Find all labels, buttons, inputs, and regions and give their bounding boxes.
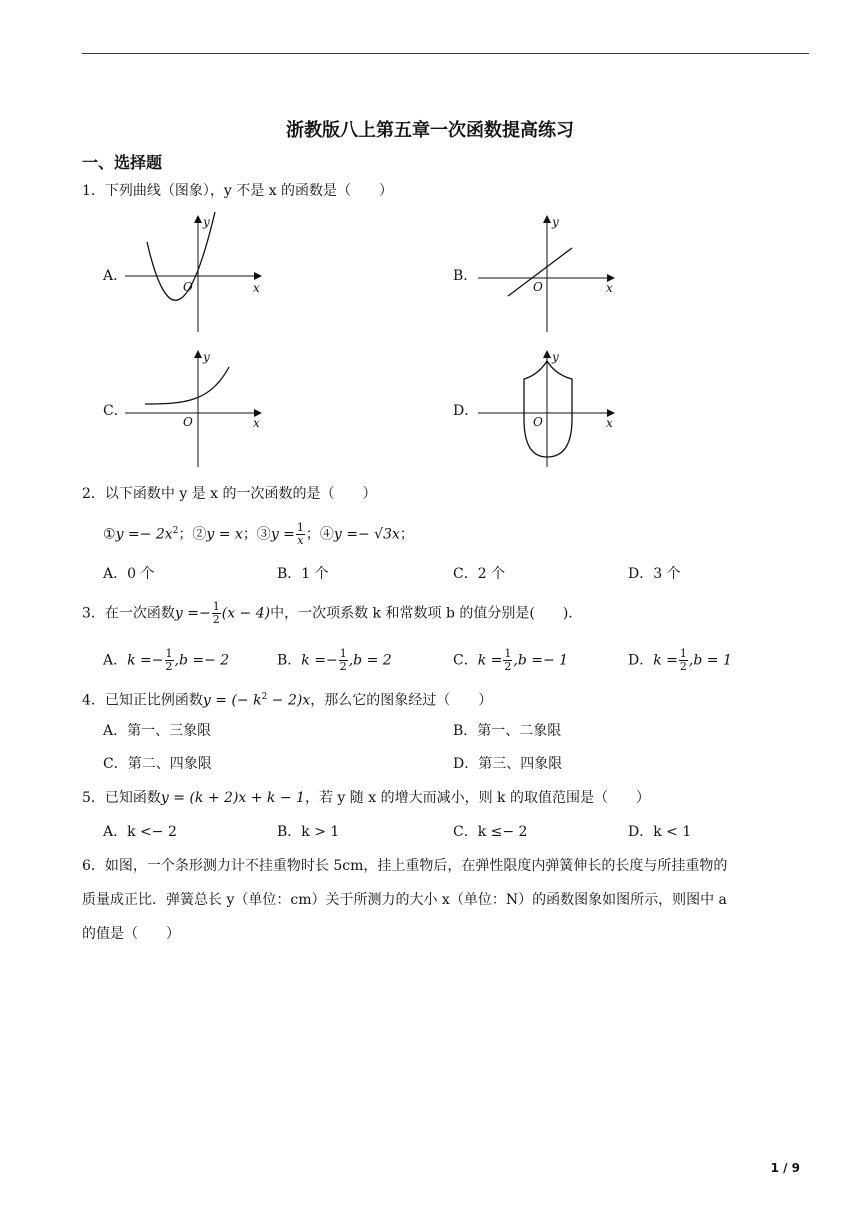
q4-option-b: B．第一、二象限 xyxy=(453,723,562,739)
q3-option-c: C．k = $\frac{1}{2}$ ,b =− 1 xyxy=(453,647,569,673)
expr-1: y =− 2x xyxy=(115,526,173,543)
origin-label: O xyxy=(533,280,543,294)
q1-graph-a xyxy=(125,212,270,336)
q2-option-c: C．2 个 xyxy=(453,566,506,582)
sep-end: ； xyxy=(399,526,414,543)
question-6-line-2: 质量成正比．弹簧总长 y（单位：cm）关于所测力的大小 x（单位：N）的函数图象如图所示，则图中 a xyxy=(82,892,727,908)
expr-3-fraction: $\frac{1}{x}$ xyxy=(296,521,304,548)
exponential-curve xyxy=(145,367,229,404)
shield-shape xyxy=(524,361,572,457)
q4-option-a: A．第一、三象限 xyxy=(103,723,212,739)
q4-option-d: D．第三、四象限 xyxy=(453,756,563,772)
expr-1-exponent: 2 xyxy=(172,526,179,536)
q4-option-c: C．第二、四象限 xyxy=(103,756,212,772)
x-axis-label: x xyxy=(253,416,260,430)
origin-label: O xyxy=(183,415,193,429)
y-axis-label: y xyxy=(203,215,210,229)
circled-1: ① xyxy=(103,526,116,543)
section-heading: 一、选择题 xyxy=(82,153,163,172)
q5-option-b: B．k > 1 xyxy=(277,824,340,840)
q5-option-a: A．k <− 2 xyxy=(103,824,177,840)
q1-graph-c xyxy=(125,347,270,471)
q5-option-d: D．k < 1 xyxy=(628,824,692,840)
question-3-stem: 3．在一次函数y =− $\frac{1}{2}$ (x − 4)中，一次项系数 k 和常数项 b 的值分别是( ). xyxy=(82,600,573,626)
q2-option-d: D．3 个 xyxy=(628,566,681,582)
q1-option-b-label: B． xyxy=(453,268,478,284)
q2-option-b: B．1 个 xyxy=(277,566,329,582)
x-axis-label: x xyxy=(253,281,260,295)
question-2-stem: 2．以下函数中 y 是 x 的一次函数的是（ ） xyxy=(82,486,377,502)
header-rule xyxy=(82,53,809,54)
y-axis-label: y xyxy=(203,350,210,364)
y-axis-label: y xyxy=(552,215,559,229)
question-6-line-3: 的值是（ ） xyxy=(82,926,180,942)
x-axis-label: x xyxy=(606,281,613,295)
x-axis-label: x xyxy=(606,416,613,430)
question-6-line-1: 6．如图，一个条形测力计不挂重物时长 5cm，挂上重物后，在弹性限度内弹簧伸长的长度与所挂重物的 xyxy=(82,858,728,874)
q1-option-a-label: A． xyxy=(103,268,128,284)
page-title: 浙教版八上第五章一次函数提高练习 xyxy=(286,120,574,141)
question-2-expressions xyxy=(103,520,414,547)
q3-option-d: D．k = $\frac{1}{2}$ ,b = 1 xyxy=(628,647,732,673)
expr-4: y =− √3x xyxy=(333,526,400,543)
page-number: 1 / 9 xyxy=(770,1161,800,1175)
question-1-stem: 1．下列曲线（图象），y 不是 x 的函数是（ ） xyxy=(82,183,394,199)
q2-option-a: A．0 个 xyxy=(103,566,155,582)
question-4-stem: 4．已知正比例函数y = (− $k^2 - 2)x$，那么它的图象经过（ ） xyxy=(82,692,493,709)
sep-3: ；④ xyxy=(305,526,334,543)
q1-option-c-label: C． xyxy=(103,403,128,419)
expr-3: y = xyxy=(270,526,295,543)
q1-graph-d xyxy=(478,347,623,471)
q3-option-b: B．k =− $\frac{1}{2}$ ,b = 2 xyxy=(277,647,392,673)
q1-graph-b xyxy=(478,212,623,336)
expr-2: y = x xyxy=(206,526,243,543)
q5-option-c: C．k ≤− 2 xyxy=(453,824,528,840)
q1-option-d-label: D． xyxy=(453,403,479,419)
q3-option-a: A．k =− $\frac{1}{2}$ ,b =− 2 xyxy=(103,647,230,673)
y-axis-label: y xyxy=(552,350,559,364)
origin-label: O xyxy=(533,415,543,429)
sep-2: ；③ xyxy=(242,526,271,543)
origin-label: O xyxy=(183,280,193,294)
question-5-stem: 5．已知函数y = (k + 2)x + k − 1，若 y 随 x 的增大而减小，则 k 的取值范围是（ ） xyxy=(82,790,650,806)
sep-1: ；② xyxy=(178,526,207,543)
